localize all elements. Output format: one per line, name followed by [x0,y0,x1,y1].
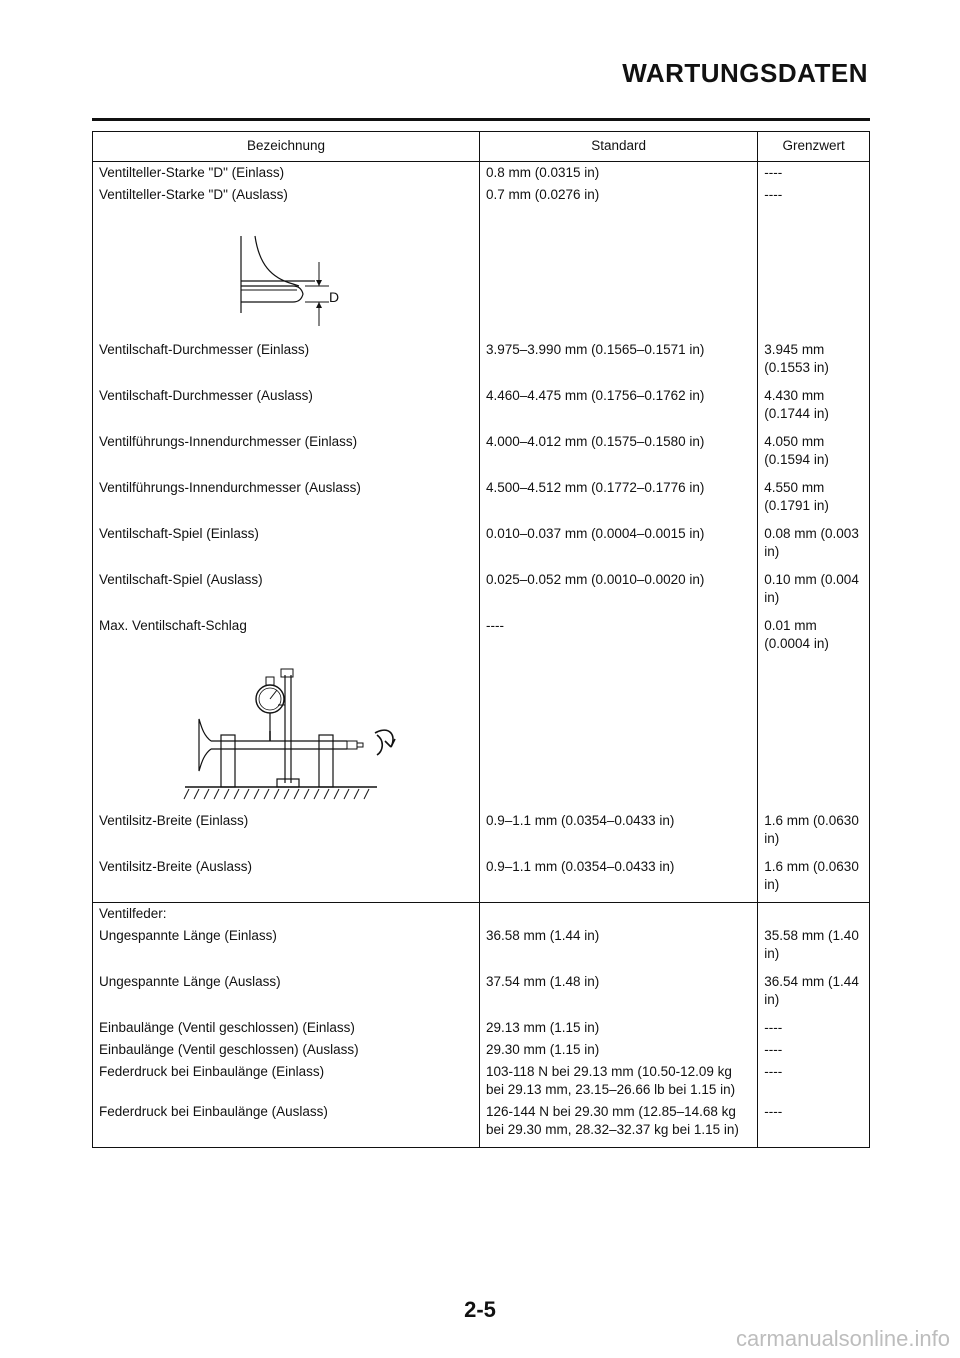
row-limit: 0.08 mm (0.003 in) [758,523,870,569]
row-name: Einbaulänge (Ventil geschlossen) (Einlass) [93,1017,480,1039]
table-row [93,1017,870,1039]
row-limit: ---- [758,184,870,206]
empty-cell [480,206,758,339]
row-limit: ---- [758,1061,870,1101]
table-row [93,184,870,206]
row-name: Ventilschaft-Durchmesser (Auslass) [93,385,480,431]
row-name: Federdruck bei Einbaulänge (Auslass) [93,1101,480,1148]
table-row [93,385,870,431]
header-bezeichnung: Bezeichnung [93,132,480,162]
header-grenzwert: Grenzwert [758,132,870,162]
row-name: Ventilteller-Starke "D" (Einlass) [93,162,480,185]
row-standard: 29.13 mm (1.15 in) [480,1017,758,1039]
page-title: WARTUNGSDATEN [622,58,868,88]
row-name: Ventilsitz-Breite (Auslass) [93,856,480,903]
row-name: Ventilschaft-Spiel (Auslass) [93,569,480,615]
watermark: carmanualsonline.info [735,1326,950,1351]
row-name: Ventilschaft-Durchmesser (Einlass) [93,339,480,385]
section-heading-row [93,903,870,926]
header-row [93,132,870,162]
row-name: Ventilschaft-Spiel (Einlass) [93,523,480,569]
row-limit: 4.550 mm (0.1791 in) [758,477,870,523]
dimension-d-label: D [329,289,340,305]
row-standard: 29.30 mm (1.15 in) [480,1039,758,1061]
empty-cell [758,903,870,926]
row-limit: ---- [758,162,870,185]
row-limit: 0.01 mm (0.0004 in) [758,615,870,655]
valve-thickness-figure-cell [93,206,480,339]
table-row [93,523,870,569]
row-standard: 0.010–0.037 mm (0.0004–0.0015 in) [480,523,758,569]
row-limit: 0.10 mm (0.004 in) [758,569,870,615]
row-name: Ventilführungs-Innendurchmesser (Auslass) [93,477,480,523]
row-standard: 0.025–0.052 mm (0.0010–0.0020 in) [480,569,758,615]
spec-table [92,131,870,1148]
table-row [93,856,870,903]
row-limit: 36.54 mm (1.44 in) [758,971,870,1017]
row-standard: 37.54 mm (1.48 in) [480,971,758,1017]
row-standard: 0.7 mm (0.0276 in) [480,184,758,206]
row-standard: 0.9–1.1 mm (0.0354–0.0433 in) [480,856,758,903]
table-row [93,810,870,856]
empty-cell [480,903,758,926]
row-standard: 4.460–4.475 mm (0.1756–0.1762 in) [480,385,758,431]
row-name: Ventilführungs-Innendurchmesser (Einlass) [93,431,480,477]
table-row [93,162,870,185]
row-standard: ---- [480,615,758,655]
row-standard: 126-144 N bei 29.30 mm (12.85–14.68 kg bei 29.30 mm, 28.32–32.37 kg bei 1.15 in) [480,1101,758,1148]
row-name: Ungespannte Länge (Einlass) [93,925,480,971]
table-row [93,339,870,385]
row-limit: 4.050 mm (0.1594 in) [758,431,870,477]
table-row [93,1101,870,1148]
figure-row [93,206,870,339]
row-limit: 4.430 mm (0.1744 in) [758,385,870,431]
row-name: Ventilteller-Starke "D" (Auslass) [93,184,480,206]
row-standard: 3.975–3.990 mm (0.1565–0.1571 in) [480,339,758,385]
row-limit: ---- [758,1101,870,1148]
row-limit: ---- [758,1017,870,1039]
header-standard: Standard [480,132,758,162]
figure-row [93,655,870,810]
empty-cell [480,655,758,810]
table-row [93,569,870,615]
row-standard: 4.000–4.012 mm (0.1575–0.1580 in) [480,431,758,477]
table-row [93,1039,870,1061]
row-limit: 1.6 mm (0.0630 in) [758,810,870,856]
row-limit: ---- [758,1039,870,1061]
table-row [93,431,870,477]
row-standard: 0.8 mm (0.0315 in) [480,162,758,185]
valve-head-thickness-diagram [93,206,479,334]
row-name: Ventilsitz-Breite (Einlass) [93,810,480,856]
title-rule [92,118,870,121]
row-limit: 3.945 mm (0.1553 in) [758,339,870,385]
row-standard: 0.9–1.1 mm (0.0354–0.0433 in) [480,810,758,856]
valve-runout-dial-gauge-diagram [93,655,479,805]
row-standard: 4.500–4.512 mm (0.1772–0.1776 in) [480,477,758,523]
row-name: Federdruck bei Einbaulänge (Einlass) [93,1061,480,1101]
row-name: Max. Ventilschaft-Schlag [93,615,480,655]
spring-heading: Ventilfeder: [93,903,480,926]
empty-cell [758,655,870,810]
empty-cell [758,206,870,339]
row-limit: 1.6 mm (0.0630 in) [758,856,870,903]
runout-figure-cell [93,655,480,810]
row-name: Einbaulänge (Ventil geschlossen) (Auslass) [93,1039,480,1061]
row-limit: 35.58 mm (1.40 in) [758,925,870,971]
table-row [93,477,870,523]
row-name: Ungespannte Länge (Auslass) [93,971,480,1017]
row-standard: 36.58 mm (1.44 in) [480,925,758,971]
page-number: 2-5 [464,1297,496,1322]
row-standard: 103-118 N bei 29.13 mm (10.50-12.09 kg bei 29.13 mm, 23.15–26.66 lb bei 1.15 in) [480,1061,758,1101]
table-row [93,925,870,971]
table-row [93,971,870,1017]
table-row [93,615,870,655]
table-row [93,1061,870,1101]
